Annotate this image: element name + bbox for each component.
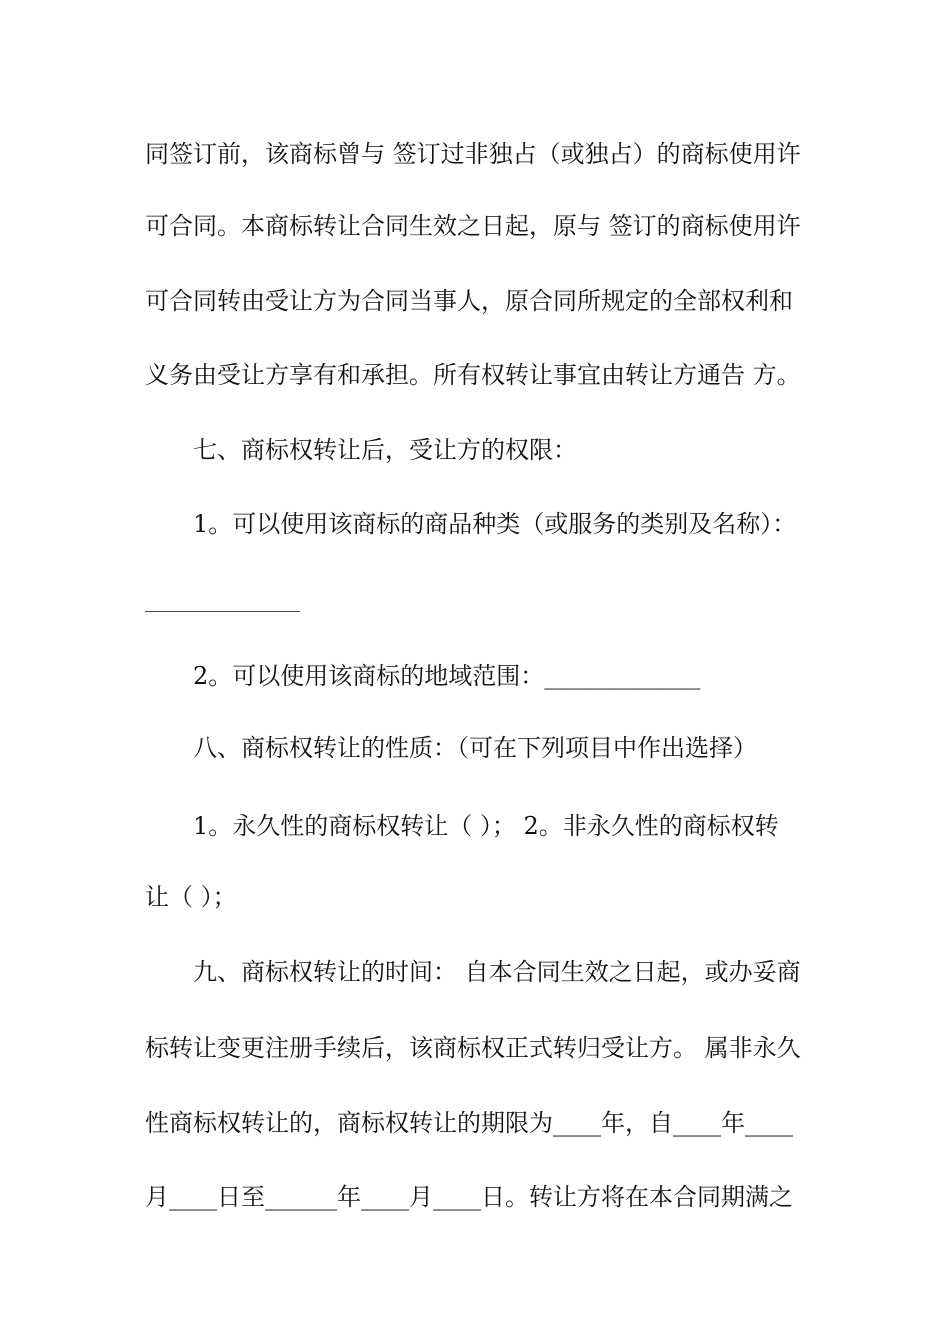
paragraph-line: 可合同转由受让方为合同当事人，原合同所规定的全部权利和 [145,287,793,315]
section-heading-7: 七、商标权转让后，受让方的权限： [193,436,577,464]
paragraph-line: 1。永久性的商标权转让（ ）； 2。非永久性的商标权转 [193,812,779,840]
paragraph-line: 让（ ）； [145,883,237,911]
paragraph-line: 月____日至______年____月____日。转让方将在本合同期满之 [145,1183,793,1211]
paragraph-line: 可合同。本商标转让合同生效之日起，原与 签订的商标使用许 [145,212,801,240]
paragraph-line: 同签订前，该商标曾与 签订过非独占（或独占）的商标使用许 [145,140,801,168]
paragraph-line: 2。可以使用该商标的地域范围：_____________ [193,662,701,690]
section-heading-9: 九、商标权转让的时间： 自本合同生效之日起，或办妥商 [193,958,801,986]
blank-underline [145,611,300,612]
section-heading-8: 八、商标权转让的性质：（可在下列项目中作出选择） [193,734,757,762]
paragraph-line: 义务由受让方享有和承担。所有权转让事宜由转让方通告 方。 [145,361,801,389]
paragraph-line: 1。可以使用该商标的商品种类（或服务的类别及名称）： [193,510,797,538]
paragraph-line: 性商标权转让的，商标权转让的期限为____年，自____年____ [145,1109,793,1137]
paragraph-line: 标转让变更注册手续后，该商标权正式转归受让方。 属非永久 [145,1034,801,1062]
